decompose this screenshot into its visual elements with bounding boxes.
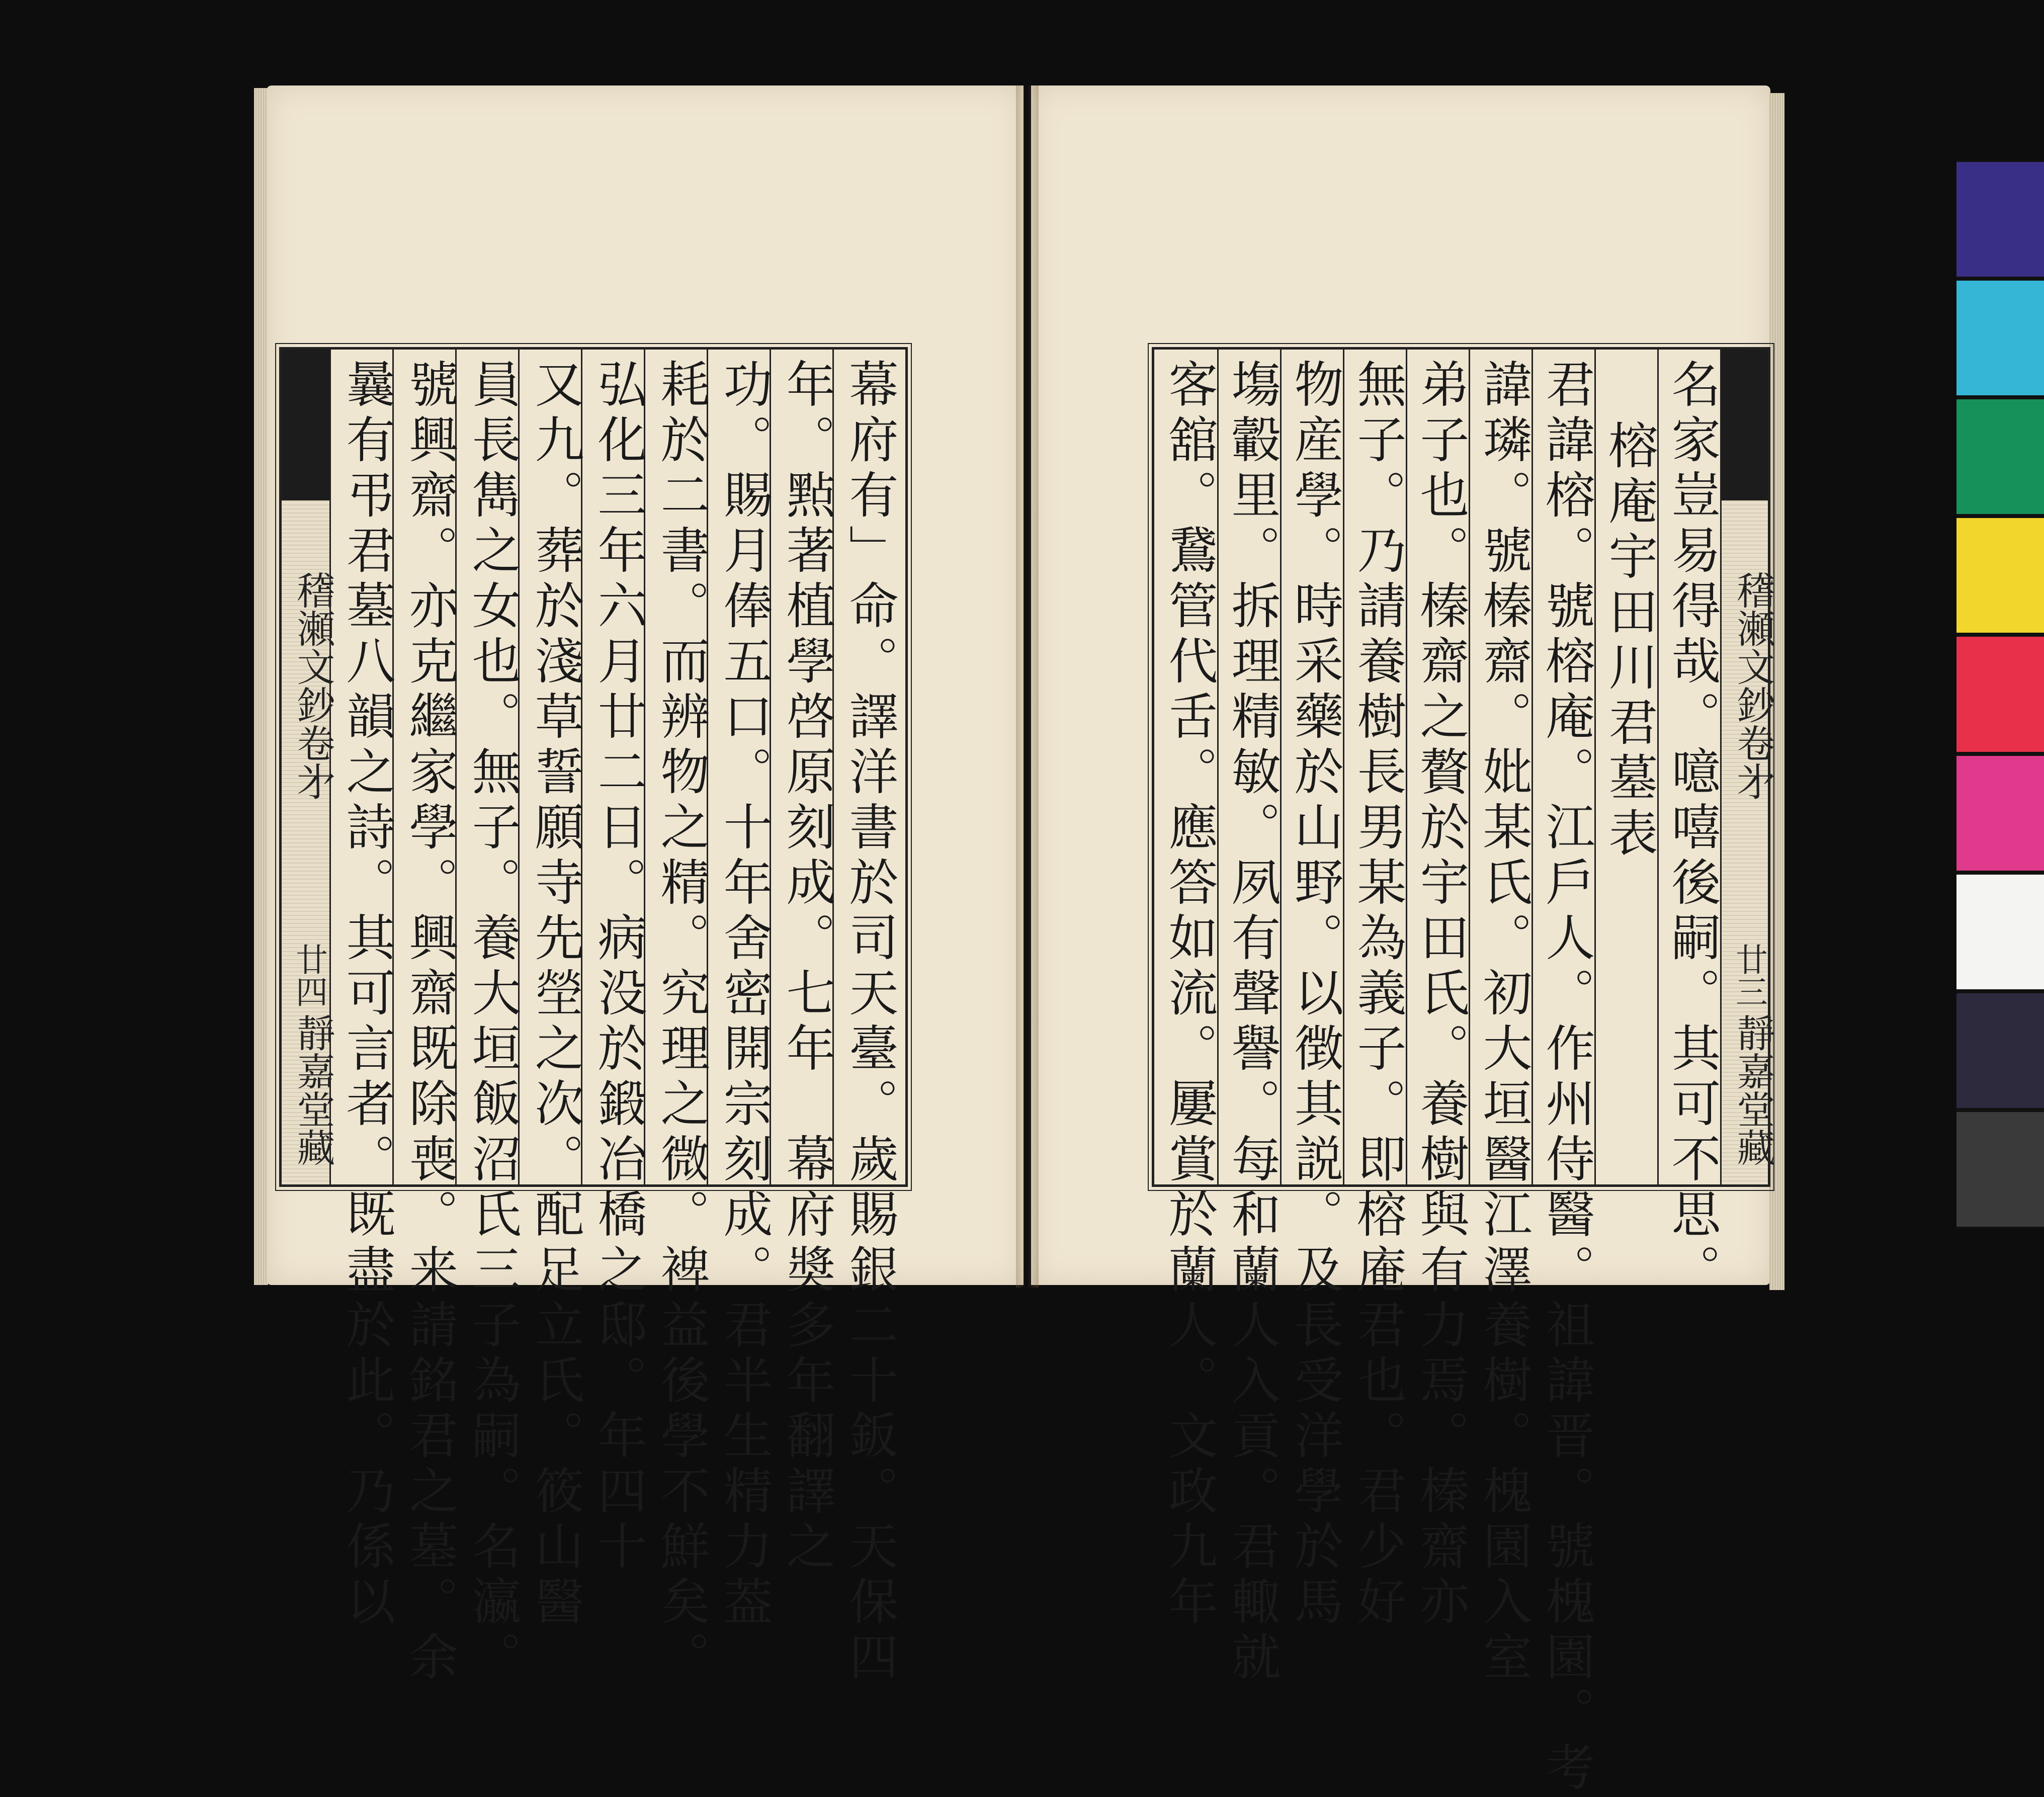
color-swatch: [1956, 162, 2044, 277]
text-column: 年。㸃著植學啓原刻成。七年 幕府奬多年翻譯之: [778, 359, 835, 1576]
section-heading: 榕庵宇田川君墓表: [1600, 420, 1658, 863]
text-column: 員長雋之女也。無子。養大垣飯沼氏三子為嗣。名瀛。: [464, 359, 521, 1686]
left-center-strip: [282, 350, 335, 1184]
text-column: 塲轂里。拆理精敏。夙有聲譽。每和蘭人入貢。君輙就: [1223, 359, 1281, 1686]
left-text-frame: [279, 347, 908, 1686]
text-column: 名家豈易得哉。噫嘻後嗣。其可不思。: [1663, 359, 1721, 1299]
right-book-title: 𥡴瀬文鈔卷㐧: [1731, 571, 1775, 800]
text-column: 物産學。時采藥於山野。以徴其説。及長受洋學於馬: [1286, 359, 1343, 1631]
left-book-title: 𥡴瀬文鈔卷㐧: [291, 571, 335, 800]
text-column: 客舘。鵞管代舌。應答如流。屢賞於蘭人。文政九年: [1160, 359, 1218, 1631]
text-column: 諱璘。號榛齋。妣某氏。初大垣醫江澤養樹。槐園入室: [1475, 359, 1532, 1686]
left-page-edge: [254, 88, 268, 1285]
text-column: 耗於二書。而辨物之精。究理之微。裨益後學不鮮矣。: [652, 359, 710, 1686]
color-swatch: [1956, 1112, 2044, 1227]
book-gutter: [1016, 85, 1039, 1288]
right-owner-mark: 靜嘉堂藏: [1731, 1013, 1775, 1166]
text-column: 無子。乃請養樹長男某為義子。即榕庵君也。君少好: [1349, 359, 1406, 1631]
right-page-number: 廿三: [1730, 943, 1767, 1007]
color-swatch: [1956, 993, 2044, 1108]
color-swatch: [1956, 281, 2044, 395]
fish-tail-mark: [1722, 350, 1768, 500]
left-owner-mark: 靜嘉堂藏: [291, 1013, 335, 1166]
text-column: 弟子也。榛齋之贅於宇田氏。養樹與有力焉。榛齋亦: [1412, 359, 1469, 1631]
right-text-frame: [1152, 347, 1775, 1797]
fish-tail-mark: [282, 350, 329, 500]
text-column: 幕府有」命。譯洋書於司天臺。歲賜銀二十鈑。天保四: [841, 359, 898, 1686]
color-swatch: [1956, 637, 2044, 751]
text-column: 號興齋。亦克繼家學。興齋既除喪。来請銘君之墓。余: [401, 359, 458, 1686]
color-checker-card: [1956, 160, 2044, 1229]
column-rule: [329, 350, 331, 1184]
text-column: 君諱榕。號榕庵。江戶人。作州侍醫。祖諱晋。號槐園。考: [1538, 359, 1595, 1797]
color-swatch: [1956, 756, 2044, 871]
text-column: 功。賜月俸五口。十年舍密開宗刻成。君半生精力葢: [715, 359, 773, 1631]
color-swatch: [1956, 399, 2044, 514]
text-column: 曩有弔君墓八韻之詩。其可言者。既盡於此。乃係以: [338, 359, 395, 1631]
color-swatch: [1956, 875, 2044, 989]
color-swatch: [1956, 518, 2044, 633]
left-page-number: 廿四: [290, 943, 327, 1007]
text-column: 弘化三年六月廿二日。病没於鍛冶橋之邸。年四十: [589, 359, 647, 1576]
right-center-strip: [1722, 350, 1775, 1184]
text-column: 又九。葬於淺草誓願寺先塋之次。配足立氏。筱山醫: [527, 359, 584, 1631]
